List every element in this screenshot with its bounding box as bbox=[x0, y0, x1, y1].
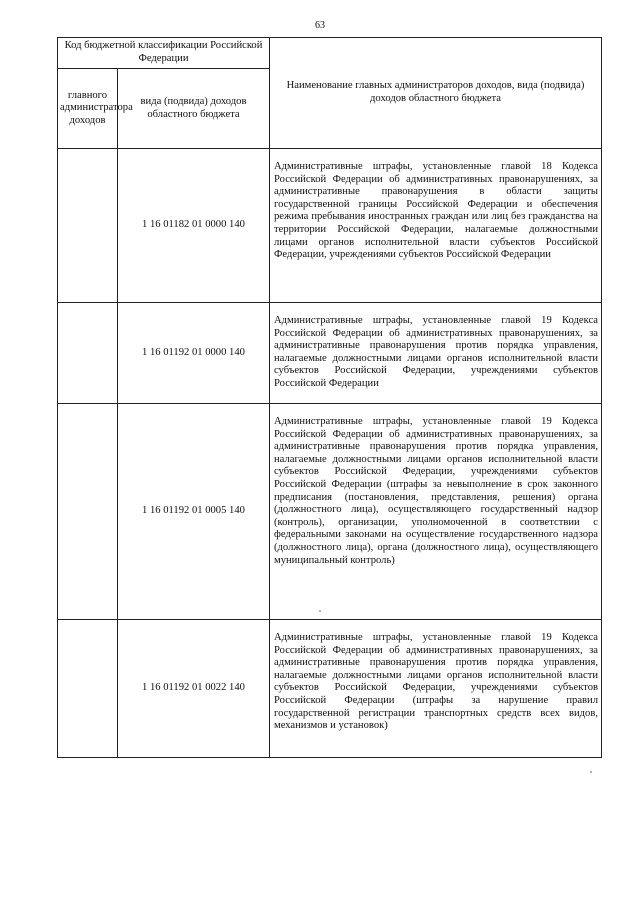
table-row bbox=[58, 404, 602, 620]
table-row bbox=[58, 620, 602, 758]
admin-code-cell bbox=[58, 620, 118, 758]
admin-code-cell bbox=[58, 404, 118, 620]
scan-speck bbox=[590, 771, 592, 773]
income-name-cell: Административные штрафы, установленные главой 19 Кодекса Российской Федерации об административных правонарушениях, за административные правонарушения против порядка управления, налагаемые должностными лицами органов исполнительной власти субъектов Российской Федерации, учреждениями субъектов Российской Федерации (штрафы за нарушение правил государственной регистрации транспортных средств всех видов, механизмов и установок) bbox=[270, 620, 602, 758]
income-code-cell: 1 16 01192 01 0000 140 bbox=[118, 303, 270, 404]
table-row bbox=[58, 303, 602, 404]
income-code-cell: 1 16 01192 01 0005 140 bbox=[118, 404, 270, 620]
table-header-row-top bbox=[58, 38, 602, 69]
admin-code-cell bbox=[58, 149, 118, 303]
header-income-kind: вида (подвида) доходов областного бюджета bbox=[118, 69, 270, 149]
header-main-administrator: главного администратора доходов bbox=[58, 69, 118, 149]
admin-code-cell bbox=[58, 303, 118, 404]
income-code-cell: 1 16 01182 01 0000 140 bbox=[118, 149, 270, 303]
page-number: 63 bbox=[315, 20, 325, 31]
income-name-cell: Административные штрафы, установленные главой 19 Кодекса Российской Федерации об административных правонарушениях, за административные правонарушения против порядка управления, налагаемые должностными лицами органов исполнительной власти субъектов Российской Федерации, учреждениями субъектов Российской Федерации (штрафы за невыполнение в срок законного предписания (постановления, представления, решения) органа (должностного лица), осуществляющего государственный надзор (контроль), организации, уполномоченной в соответствии с федеральными законами на осуществление государственного надзора (должностного лица), органа (должностного лица), осуществляющего муниципальный контроль) bbox=[270, 404, 602, 620]
income-name-cell: Административные штрафы, установленные главой 18 Кодекса Российской Федерации об административных правонарушениях, за административные правонарушения в области защиты государственной границы Российской Федерации и обеспечения режима пребывания иностранных граждан или лиц без гражданства на территории Российской Федерации, налагаемые должностными лицами органов исполнительной власти субъектов Российской Федерации, учреждениями субъектов Российской Федерации bbox=[270, 149, 602, 303]
scan-speck bbox=[319, 610, 321, 612]
income-code-cell: 1 16 01192 01 0022 140 bbox=[118, 620, 270, 758]
income-name-cell: Административные штрафы, установленные главой 19 Кодекса Российской Федерации об административных правонарушениях, за административные правонарушения против порядка управления, налагаемые должностными лицами органов исполнительной власти субъектов Российской Федерации, учреждениями субъектов Российской Федерации bbox=[270, 303, 602, 404]
header-administrator-name: Наименование главных администраторов доходов, вида (подвида) доходов областного бюджета bbox=[270, 38, 602, 149]
budget-classification-table bbox=[57, 37, 602, 758]
table-row bbox=[58, 149, 602, 303]
header-budget-classification-code: Код бюджетной классификации Российской Федерации bbox=[58, 38, 270, 69]
